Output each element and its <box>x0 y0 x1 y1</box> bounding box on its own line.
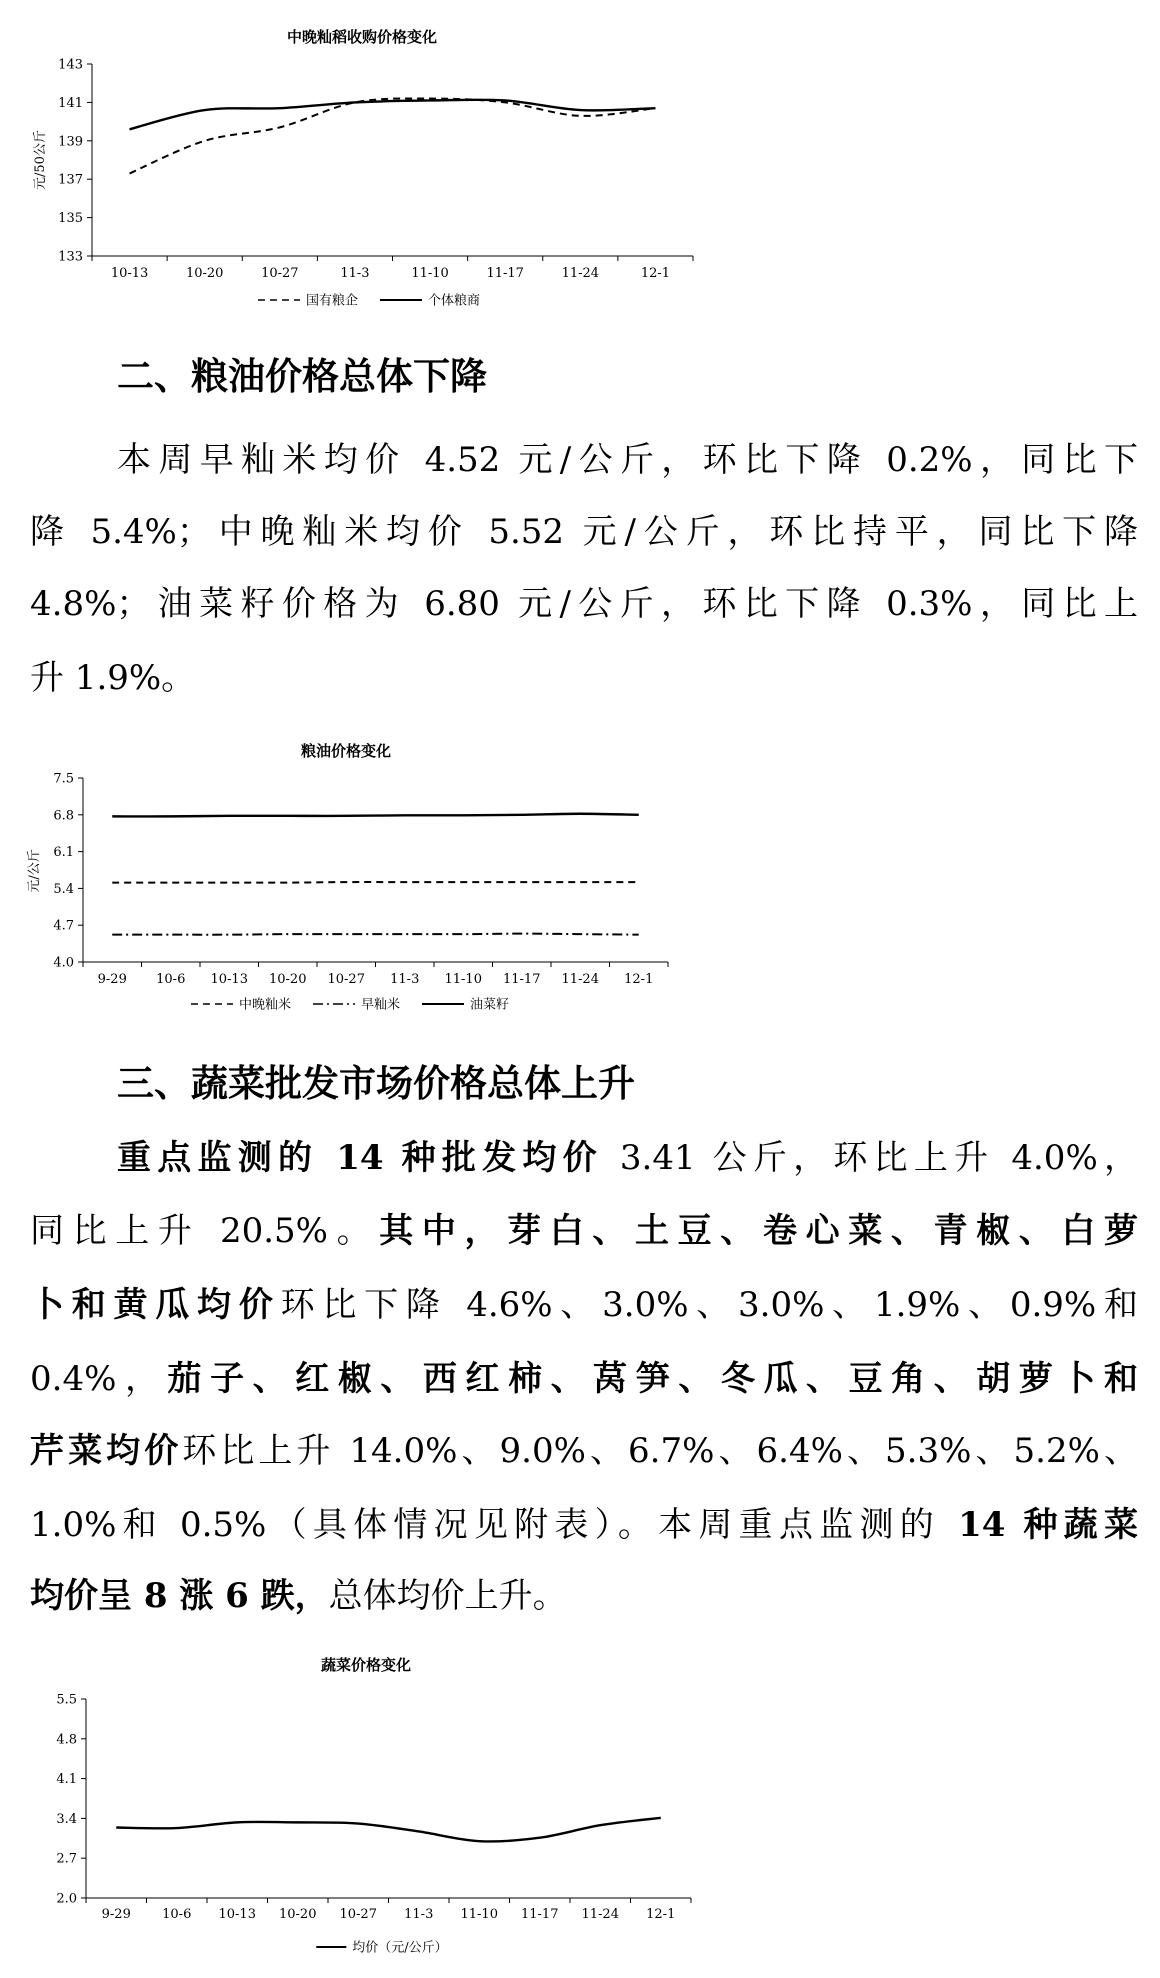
y-tick-label: 6.1 <box>53 845 74 861</box>
emphasis-text: 卜和黄瓜均价 <box>30 1285 281 1325</box>
y-tick-label: 4.1 <box>56 1772 77 1788</box>
y-tick-label: 135 <box>58 211 83 227</box>
y-tick-label: 133 <box>58 249 83 265</box>
y-tick-label: 2.0 <box>56 1891 77 1907</box>
body-text: 总体均价上升。 <box>328 1576 567 1616</box>
legend-label: 国有粮企 <box>305 293 358 309</box>
series-line <box>112 934 639 935</box>
x-tick-label: 10-6 <box>162 1907 192 1922</box>
series-line <box>112 882 639 883</box>
x-tick-label: 10-6 <box>156 972 186 987</box>
x-tick-label: 11-3 <box>340 266 370 281</box>
y-tick-label: 141 <box>58 95 83 111</box>
x-tick-label: 12-1 <box>640 266 671 281</box>
legend-label: 油菜籽 <box>470 997 510 1013</box>
emphasis-text: 芹菜均价 <box>30 1431 183 1471</box>
chart-marks <box>56 1693 691 1956</box>
y-tick-label: 7.5 <box>53 771 74 787</box>
paragraph-line: 4.8%；油菜籽价格为 6.80 元/公斤，环比下降 0.3%，同比上 <box>30 584 1138 624</box>
legend <box>191 997 509 1013</box>
body-text: 0.4%， <box>30 1359 168 1399</box>
chart-vegetable-price <box>0 1650 720 1960</box>
x-tick-label: 11-17 <box>521 1907 559 1922</box>
chart-late-rice-purchase-price <box>0 15 720 315</box>
chart-title: 粮油价格变化 <box>300 742 392 760</box>
emphasis-text: 茄子、红椒、西红柿、莴笋、冬瓜、豆角、胡萝卜和 <box>167 1359 1138 1399</box>
emphasis-text: 重点监测的 14 种批发均价 <box>117 1138 603 1178</box>
series-line <box>130 100 656 130</box>
body-text: 1.0%和 0.5%（具体情况见附表）。本周重点监测的 <box>30 1505 940 1545</box>
legend-item <box>380 293 480 309</box>
x-tick-label: 11-3 <box>404 1907 434 1922</box>
x-tick-label: 10-20 <box>185 266 224 281</box>
x-tick-label: 11-3 <box>390 972 420 987</box>
y-tick-label: 137 <box>58 172 83 188</box>
y-tick-label: 2.7 <box>56 1851 77 1867</box>
paragraph-line <box>30 1500 1138 1550</box>
paragraph-line <box>117 1133 1138 1183</box>
y-tick-label: 5.4 <box>53 881 74 897</box>
legend <box>316 1941 447 1956</box>
paragraph-line <box>30 1354 1138 1404</box>
y-axis-label: 元/公斤 <box>27 849 42 893</box>
chart-title: 蔬菜价格变化 <box>320 1656 412 1674</box>
legend-label: 均价（元/公斤） <box>352 1940 448 1956</box>
paragraph-line: 降 5.4%；中晚籼米均价 5.52 元/公斤，环比持平，同比下降 <box>30 512 1138 552</box>
x-tick-label: 11-24 <box>561 972 599 987</box>
y-axis-label: 元/50公斤 <box>33 130 48 190</box>
x-tick-label: 11-24 <box>581 1907 619 1922</box>
y-tick-label: 3.4 <box>56 1811 77 1827</box>
legend-item <box>258 293 358 309</box>
paragraph-line: 本周早籼米均价 4.52 元/公斤，环比下降 0.2%，同比下 <box>117 440 1138 480</box>
paragraph-line <box>30 1426 1138 1476</box>
legend-item <box>313 997 400 1013</box>
y-tick-label: 4.8 <box>56 1732 77 1748</box>
section-heading: 二、粮油价格总体下降 <box>117 355 487 398</box>
legend-label: 个体粮商 <box>428 293 481 309</box>
paragraph-line <box>30 1571 1138 1621</box>
body-text: 3.41 公斤，环比上升 4.0%， <box>602 1138 1138 1178</box>
x-tick-label: 12-1 <box>646 1907 676 1922</box>
section-heading: 三、蔬菜批发市场价格总体上升 <box>117 1062 635 1105</box>
y-tick-label: 143 <box>58 57 83 73</box>
x-tick-label: 10-13 <box>210 972 248 987</box>
x-tick-label: 11-17 <box>503 972 541 987</box>
body-text: 环比下降 4.6%、3.0%、3.0%、1.9%、0.9%和 <box>280 1285 1138 1325</box>
y-tick-label: 6.8 <box>53 808 74 824</box>
emphasis-text: 14 种蔬菜 <box>939 1505 1139 1545</box>
x-tick-label: 10-20 <box>269 972 307 987</box>
paragraph-line <box>30 1206 1138 1256</box>
chart-marks <box>53 772 668 1013</box>
emphasis-text: 均价呈 8 涨 6 跌， <box>30 1576 329 1616</box>
y-tick-label: 5.5 <box>56 1692 77 1708</box>
legend-label: 早籼米 <box>360 997 401 1013</box>
x-tick-label: 11-10 <box>411 266 449 281</box>
x-tick-label: 10-20 <box>279 1907 317 1922</box>
y-tick-label: 4.7 <box>53 918 74 934</box>
paragraph-line <box>30 1280 1138 1330</box>
series-line <box>112 814 639 817</box>
chart-marks <box>58 58 693 309</box>
legend <box>258 293 480 309</box>
x-tick-label: 11-10 <box>444 972 482 987</box>
emphasis-text: 其中，芽白、土豆、卷心菜、青椒、白萝 <box>379 1211 1138 1251</box>
x-tick-label: 10-13 <box>218 1907 256 1922</box>
x-tick-label: 12-1 <box>624 972 654 987</box>
body-text: 同比上升 20.5%。 <box>30 1211 380 1251</box>
legend-label: 中晚籼米 <box>238 997 291 1013</box>
chart-title: 中晚籼稻收购价格变化 <box>286 28 438 46</box>
x-tick-label: 10-27 <box>339 1907 377 1922</box>
x-tick-label: 11-24 <box>561 266 600 281</box>
x-tick-label: 10-13 <box>110 266 149 281</box>
chart-grain-oil-price <box>0 735 720 1020</box>
paragraph-line: 升 1.9%。 <box>30 658 196 698</box>
y-tick-label: 4.0 <box>53 955 74 971</box>
body-text: 环比上升 14.0%、9.0%、6.7%、6.4%、5.3%、5.2%、 <box>182 1431 1138 1471</box>
legend-item <box>191 997 291 1013</box>
x-tick-label: 10-27 <box>261 266 299 281</box>
x-tick-label: 9-29 <box>101 1907 131 1922</box>
series-line <box>116 1818 661 1842</box>
x-tick-label: 9-29 <box>97 972 127 987</box>
x-tick-label: 11-17 <box>486 266 524 281</box>
legend-item <box>316 1941 447 1956</box>
x-tick-label: 10-27 <box>327 972 365 987</box>
legend-item <box>422 997 509 1013</box>
x-tick-label: 11-10 <box>460 1907 498 1922</box>
y-tick-label: 139 <box>58 134 83 150</box>
